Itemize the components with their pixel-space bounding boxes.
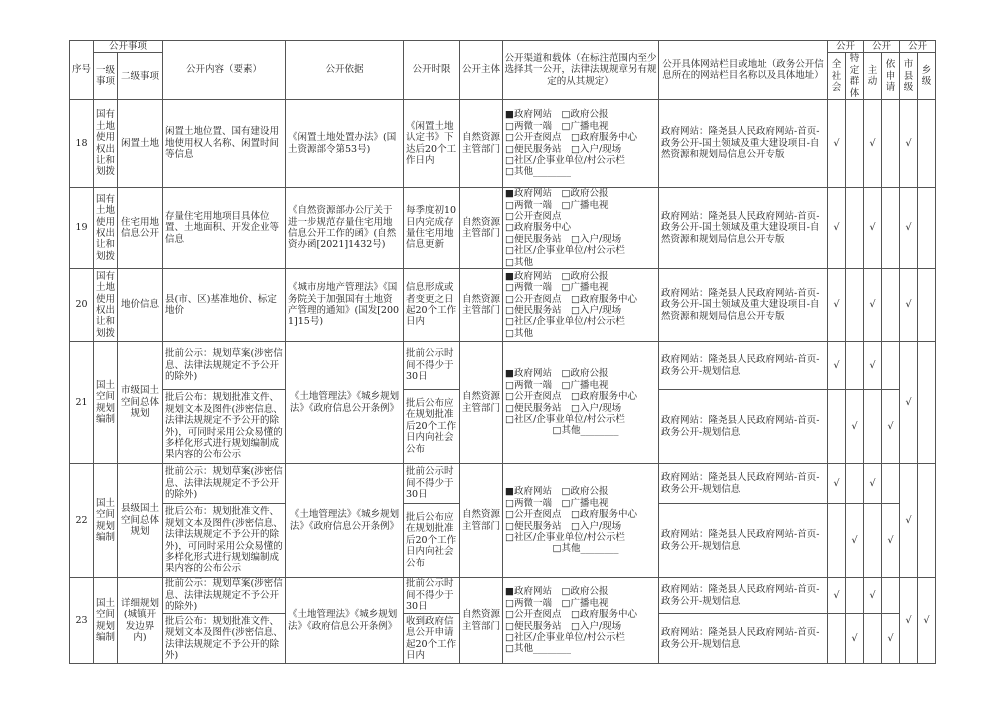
check-mark: √ (846, 504, 864, 578)
row-site-post: 政府网站：隆尧县人民政府网站-首页-政务公开-规划信息 (659, 504, 828, 578)
row-level1: 国有土地使用权出让和划拨 (94, 188, 118, 269)
row-level1: 国土空间规划编制 (94, 342, 118, 464)
header-obj: 公开 (828, 41, 864, 53)
row-no: 20 (70, 269, 94, 342)
header-basis: 公开依据 (286, 41, 404, 100)
check-mark: √ (864, 342, 882, 390)
row-level1: 国土空间规划编制 (94, 578, 118, 664)
row-no: 22 (70, 464, 94, 578)
row-time-post: 收到政府信息公开申请起20个工作日内 (404, 614, 460, 664)
row-level2: 市级国土空间总体规划 (118, 342, 163, 464)
row-no: 23 (70, 578, 94, 664)
check-mark: √ (864, 464, 882, 504)
check-mark: √ (864, 188, 882, 269)
row-time-pre: 批前公示时间不得少于30日 (404, 464, 460, 504)
check-mark: √ (882, 504, 900, 578)
row-subject: 自然资源主管部门 (460, 578, 503, 664)
row-basis: 《土地管理法》《城乡规划法》《政府信息公开条例》 (286, 578, 404, 664)
row-no: 21 (70, 342, 94, 464)
row-site: 政府网站：隆尧县人民政府网站-首页-政务公开-国土领域及重大建设项目-自然资源和规划局信息公开专版 (659, 269, 828, 342)
row-content-post: 批后公布：规划批准文件、规划文本及图件(涉密信息、法律法规规定不予公开的除外)，可同时采用公众易懂的多样化形式进行规划编制成果内容的公布公示 (163, 390, 286, 464)
header-time: 公开时限 (404, 41, 460, 100)
row-level2: 地价信息 (118, 269, 163, 342)
row-site: 政府网站：隆尧县人民政府网站-首页-政务公开-国土领域及重大建设项目-自然资源和规划局信息公开专版 (659, 100, 828, 188)
row-content-pre: 批前公示：规划草案(涉密信息、法律法规规定不予公开的除外) (163, 578, 286, 614)
header-level1: 一级事项 (94, 53, 118, 100)
row-subject: 自然资源主管部门 (460, 188, 503, 269)
row-level2: 住宅用地信息公开 (118, 188, 163, 269)
row-subject: 自然资源主管部门 (460, 269, 503, 342)
row-site-pre: 政府网站：隆尧县人民政府网站-首页-政务公开-规划信息 (659, 342, 828, 390)
row-time-post: 批后公布应在规划批准后20个工作日内向社会公布 (404, 504, 460, 578)
row-level1: 国土空间规划编制 (94, 464, 118, 578)
check-mark: √ (828, 342, 846, 390)
header-mode: 公开 (864, 41, 900, 53)
row-time: 信息形成或者变更之日起20个工作日内 (404, 269, 460, 342)
header-category: 公开事项 (94, 41, 163, 53)
row-basis: 《土地管理法》《城乡规划法》《政府信息公开条例》 (286, 464, 404, 578)
row-basis: 《城市房地产管理法》《国务院关于加强国有土地资产管理的通知》(国发[2001]15号) (286, 269, 404, 342)
row-site-post: 政府网站：隆尧县人民政府网站-首页-政务公开-规划信息 (659, 390, 828, 464)
header-channel: 公开渠道和载体（在标注范围内至少选择其一公开，法律法规规章另有规定的从其规定） (503, 41, 659, 100)
check-mark: √ (882, 390, 900, 464)
header-seq: 序号 (70, 41, 94, 100)
row-subject: 自然资源主管部门 (460, 464, 503, 578)
row-time-pre: 批前公示时间不得少于30日 (404, 578, 460, 614)
check-mark: √ (900, 578, 918, 664)
row-basis: 《自然资源部办公厅关于进一步规范存量住宅用地信息公开工作的函》(自然资办函[2021]1432号) (286, 188, 404, 269)
row-channel: ■政府网站 □政府公报 □两微一端 □广播电视 □公开查阅点 □政府服务中心 □便民服务站 □入户/现场 □社区/企事业单位/村公示栏 □其他________ (503, 100, 659, 188)
header-mode-active: 主动 (864, 53, 882, 100)
table-row (70, 100, 936, 188)
check-mark: √ (828, 578, 846, 614)
check-mark: √ (828, 269, 846, 342)
row-no: 19 (70, 188, 94, 269)
check-mark: √ (828, 464, 846, 504)
row-channel: ■政府网站 □政府公报 □两微一端 □广播电视 □公开查阅点 □政府服务中心 □便民服务站 □入户/现场 □社区/企事业单位/村公示栏 □其他________ (503, 578, 659, 664)
check-mark: √ (864, 269, 882, 342)
table-row (70, 464, 936, 504)
table-row (70, 578, 936, 614)
row-basis: 《土地管理法》《城乡规划法》《政府信息公开条例》 (286, 342, 404, 464)
table-row (70, 269, 936, 342)
check-mark: √ (900, 464, 918, 578)
check-mark: √ (882, 614, 900, 664)
header-subject: 公开主体 (460, 41, 503, 100)
row-time-pre: 批前公示时间不得少于30日 (404, 342, 460, 390)
row-site-pre: 政府网站：隆尧县人民政府网站-首页-政务公开-规划信息 (659, 464, 828, 504)
row-level2: 县级国土空间总体规划 (118, 464, 163, 578)
row-basis: 《闲置土地处置办法》(国土资源部令第53号) (286, 100, 404, 188)
row-time: 《闲置土地认定书》下达后20个工作日内 (404, 100, 460, 188)
row-site-pre: 政府网站：隆尧县人民政府网站-首页-政务公开-规划信息 (659, 578, 828, 614)
row-content-post: 批后公布：规划批准文件、规划文本及图件(涉密信息、法律法规规定不予公开的除外) (163, 614, 286, 664)
check-mark: √ (900, 188, 918, 269)
row-channel: ■政府网站 □政府公报 □两微一端 □广播电视 □公开查阅点 □政府服务中心 □便民服务站 □入户/现场 □社区/企事业单位/村公示栏 □其他 (503, 269, 659, 342)
header-lvl: 公开 (900, 41, 936, 53)
table-row (70, 342, 936, 390)
check-mark: √ (900, 342, 918, 464)
check-mark: √ (900, 100, 918, 188)
disclosure-table (69, 40, 936, 664)
row-channel: ■政府网站 □政府公报 □两微一端 □广播电视 □公开查阅点 □政府服务中心 □便民服务站 □入户/现场 □社区/企事业单位/村公示栏 □其他________ (503, 464, 659, 578)
check-mark: √ (846, 390, 864, 464)
row-content: 县(市、区)基准地价、标定地价 (163, 269, 286, 342)
check-mark: √ (828, 100, 846, 188)
row-level2: 闲置土地 (118, 100, 163, 188)
row-no: 18 (70, 100, 94, 188)
row-content-pre: 批前公示：规划草案(涉密信息、法律法规规定不予公开的除外) (163, 342, 286, 390)
row-level1: 国有土地使用权出让和划拨 (94, 100, 118, 188)
row-site-post: 政府网站：隆尧县人民政府网站-首页-政务公开-规划信息 (659, 614, 828, 664)
row-time-post: 批后公布应在规划批准后20个工作日内向社会公布 (404, 390, 460, 464)
table-row (70, 188, 936, 269)
row-subject: 自然资源主管部门 (460, 100, 503, 188)
check-mark: √ (846, 614, 864, 664)
row-level1: 国有土地使用权出让和划拨 (94, 269, 118, 342)
header-mode-apply: 依申请 (882, 53, 900, 100)
header-obj-spec: 特定群体 (846, 53, 864, 100)
header-obj-all: 全社会 (828, 53, 846, 100)
check-mark: √ (828, 188, 846, 269)
row-content: 闲置土地位置、国有建设用地使用权人名称、闲置时间等信息 (163, 100, 286, 188)
row-content: 存量住宅用地项目具体位置、土地面积、开发企业等信息 (163, 188, 286, 269)
check-mark: √ (918, 578, 936, 664)
header-content: 公开内容（要素） (163, 41, 286, 100)
row-channel: ■政府网站 □政府公报 □两微一端 □广播电视 □公开查阅点 □政府服务中心 □便民服务站 □入户/现场 □社区/企事业单位/村公示栏 □其他________ (503, 342, 659, 464)
check-mark: √ (864, 578, 882, 614)
check-mark: √ (900, 269, 918, 342)
header-lvl-city: 市县级 (900, 53, 918, 100)
header-lvl-town: 乡级 (918, 53, 936, 100)
row-time: 每季度初10日内完成存量住宅用地信息更新 (404, 188, 460, 269)
header-level2: 二级事项 (118, 53, 163, 100)
check-mark: √ (864, 100, 882, 188)
row-level2: 详细规划(城镇开发边界内) (118, 578, 163, 664)
header-site: 公开具体网站栏目或地址（政务公开信息所在的网站栏目名称以及具体地址） (659, 41, 828, 100)
row-site: 政府网站：隆尧县人民政府网站-首页-政务公开-国土领域及重大建设项目-自然资源和规划局信息公开专版 (659, 188, 828, 269)
row-subject: 自然资源主管部门 (460, 342, 503, 464)
row-channel: ■政府网站 □政府公报 □两微一端 □广播电视 □公开查阅点 □政府服务中心 □便民服务站 □入户/现场 □社区/企事业单位/村公示栏 □其他 (503, 188, 659, 269)
row-content-post: 批后公布：规划批准文件、规划文本及图件(涉密信息、法律法规规定不予公开的除外)，可同时采用公众易懂的多样化形式进行规划编制成果内容的公布公示 (163, 504, 286, 578)
row-content-pre: 批前公示：规划草案(涉密信息、法律法规规定不予公开的除外) (163, 464, 286, 504)
